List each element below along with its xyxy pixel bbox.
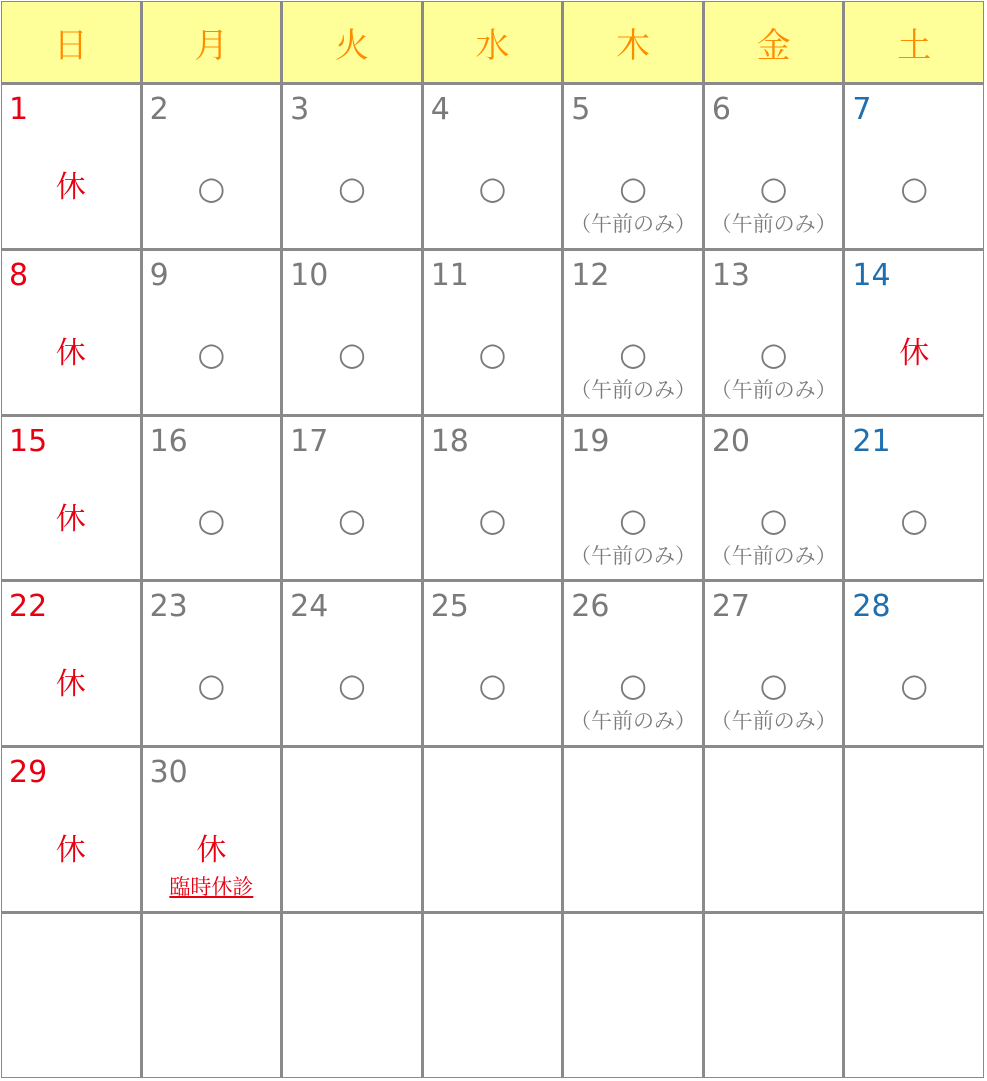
calendar-day-cell — [424, 251, 562, 414]
open-mark: ○ — [900, 500, 929, 539]
closed-mark: 休 — [55, 170, 86, 205]
open-mark: ○ — [900, 666, 929, 705]
open-mark: ○ — [759, 500, 788, 539]
calendar-day-cell — [424, 582, 562, 745]
weekday-header-sun: 日 — [2, 2, 140, 82]
closed-mark: 休 — [196, 833, 227, 869]
morning-only-note: （午前のみ） — [570, 212, 697, 236]
open-mark: ○ — [197, 169, 226, 207]
open-mark: ○ — [478, 500, 507, 539]
open-mark: ○ — [478, 334, 507, 373]
day-number: 5 — [571, 92, 591, 127]
open-mark: ○ — [619, 500, 648, 539]
calendar-day-cell — [143, 914, 281, 1077]
day-number: 28 — [852, 589, 891, 625]
calendar-day-cell — [845, 251, 983, 414]
open-mark: ○ — [900, 169, 929, 207]
day-number: 25 — [430, 589, 469, 625]
open-mark: ○ — [337, 666, 366, 705]
calendar-day-cell — [2, 914, 140, 1077]
calendar-day-cell — [424, 85, 562, 248]
day-number: 3 — [290, 92, 310, 127]
weekday-header-mon: 月 — [143, 2, 281, 82]
calendar-day-cell — [845, 85, 983, 248]
day-number: 21 — [852, 423, 891, 459]
calendar-day-cell — [705, 251, 843, 414]
open-mark: ○ — [759, 334, 788, 373]
day-number: 1 — [9, 92, 29, 127]
weekday-header-wed: 水 — [424, 2, 562, 82]
calendar-day-cell — [564, 582, 702, 745]
calendar-day-cell — [283, 582, 421, 745]
morning-only-note: （午前のみ） — [570, 709, 697, 734]
morning-only-note: （午前のみ） — [570, 543, 697, 568]
calendar-day-cell — [424, 914, 562, 1077]
calendar-day-cell — [705, 748, 843, 911]
calendar-day-cell — [283, 251, 421, 414]
calendar-day-cell — [845, 582, 983, 745]
open-mark: ○ — [478, 666, 507, 705]
open-mark: ○ — [337, 169, 366, 207]
calendar-day-cell — [2, 582, 140, 745]
day-number: 20 — [711, 423, 751, 459]
calendar-day-cell — [143, 85, 281, 248]
morning-only-note: （午前のみ） — [570, 377, 697, 402]
calendar-day-cell — [143, 417, 281, 580]
morning-only-note: （午前のみ） — [710, 543, 837, 568]
calendar-day-cell — [564, 417, 702, 580]
open-mark: ○ — [619, 169, 648, 207]
open-mark: ○ — [478, 169, 507, 207]
open-mark: ○ — [619, 666, 648, 705]
calendar-grid — [1, 1, 984, 1078]
open-mark: ○ — [197, 666, 226, 705]
calendar-day-cell — [564, 85, 702, 248]
day-number: 14 — [852, 257, 891, 293]
calendar-day-cell — [564, 914, 702, 1077]
closed-mark: 休 — [55, 335, 86, 371]
calendar-day-cell — [564, 748, 702, 911]
calendar-day-cell — [283, 417, 421, 580]
calendar-day-cell — [564, 251, 702, 414]
calendar-day-cell — [2, 85, 140, 248]
day-number: 27 — [711, 589, 751, 625]
day-number: 12 — [571, 257, 610, 293]
calendar-day-cell — [143, 748, 281, 911]
day-number: 16 — [149, 423, 188, 459]
calendar-day-cell — [845, 417, 983, 580]
closed-mark: 休 — [55, 501, 86, 537]
day-number: 23 — [149, 589, 188, 625]
calendar-day-cell — [705, 914, 843, 1077]
open-mark: ○ — [197, 500, 226, 539]
open-mark: ○ — [337, 500, 366, 539]
holiday-note-link[interactable]: 臨時休診 — [169, 875, 254, 900]
calendar-day-cell — [705, 582, 843, 745]
day-number: 9 — [149, 257, 169, 293]
calendar-day-cell — [705, 417, 843, 580]
day-number: 4 — [430, 92, 450, 127]
calendar-day-cell — [2, 251, 140, 414]
day-number: 10 — [290, 257, 329, 293]
day-number: 30 — [149, 755, 188, 791]
open-mark: ○ — [759, 666, 788, 705]
open-mark: ○ — [337, 334, 366, 373]
calendar-day-cell — [143, 582, 281, 745]
day-number: 26 — [571, 589, 610, 625]
day-number: 8 — [9, 257, 29, 293]
day-number: 19 — [571, 423, 610, 459]
calendar-day-cell — [283, 748, 421, 911]
calendar-day-cell — [283, 914, 421, 1077]
morning-only-note: （午前のみ） — [710, 212, 837, 236]
calendar-day-cell — [705, 85, 843, 248]
morning-only-note: （午前のみ） — [710, 377, 837, 402]
day-number: 7 — [852, 92, 872, 127]
day-number: 29 — [9, 755, 48, 791]
weekday-header-tue: 火 — [283, 2, 421, 82]
closed-mark: 休 — [55, 833, 86, 869]
day-number: 15 — [9, 423, 48, 459]
calendar-day-cell — [283, 85, 421, 248]
weekday-header-sat: 土 — [845, 2, 983, 82]
morning-only-note: （午前のみ） — [710, 709, 837, 734]
calendar-day-cell — [845, 748, 983, 911]
day-number: 18 — [430, 423, 469, 459]
day-number: 24 — [290, 589, 329, 625]
calendar-day-cell — [2, 417, 140, 580]
closed-mark: 休 — [55, 667, 86, 703]
closed-mark: 休 — [899, 335, 930, 371]
calendar-day-cell — [143, 251, 281, 414]
day-number: 2 — [149, 92, 169, 127]
open-mark: ○ — [619, 334, 648, 373]
open-mark: ○ — [759, 169, 788, 207]
day-number: 11 — [430, 257, 469, 293]
day-number: 22 — [9, 589, 48, 625]
day-number: 17 — [290, 423, 329, 459]
calendar-day-cell — [424, 417, 562, 580]
calendar-day-cell — [2, 748, 140, 911]
open-mark: ○ — [197, 334, 226, 373]
weekday-header-thu: 木 — [564, 2, 702, 82]
weekday-header-fri: 金 — [705, 2, 843, 82]
day-number: 13 — [711, 257, 751, 293]
day-number: 6 — [711, 92, 731, 127]
calendar-day-cell — [845, 914, 983, 1077]
calendar-day-cell — [424, 748, 562, 911]
